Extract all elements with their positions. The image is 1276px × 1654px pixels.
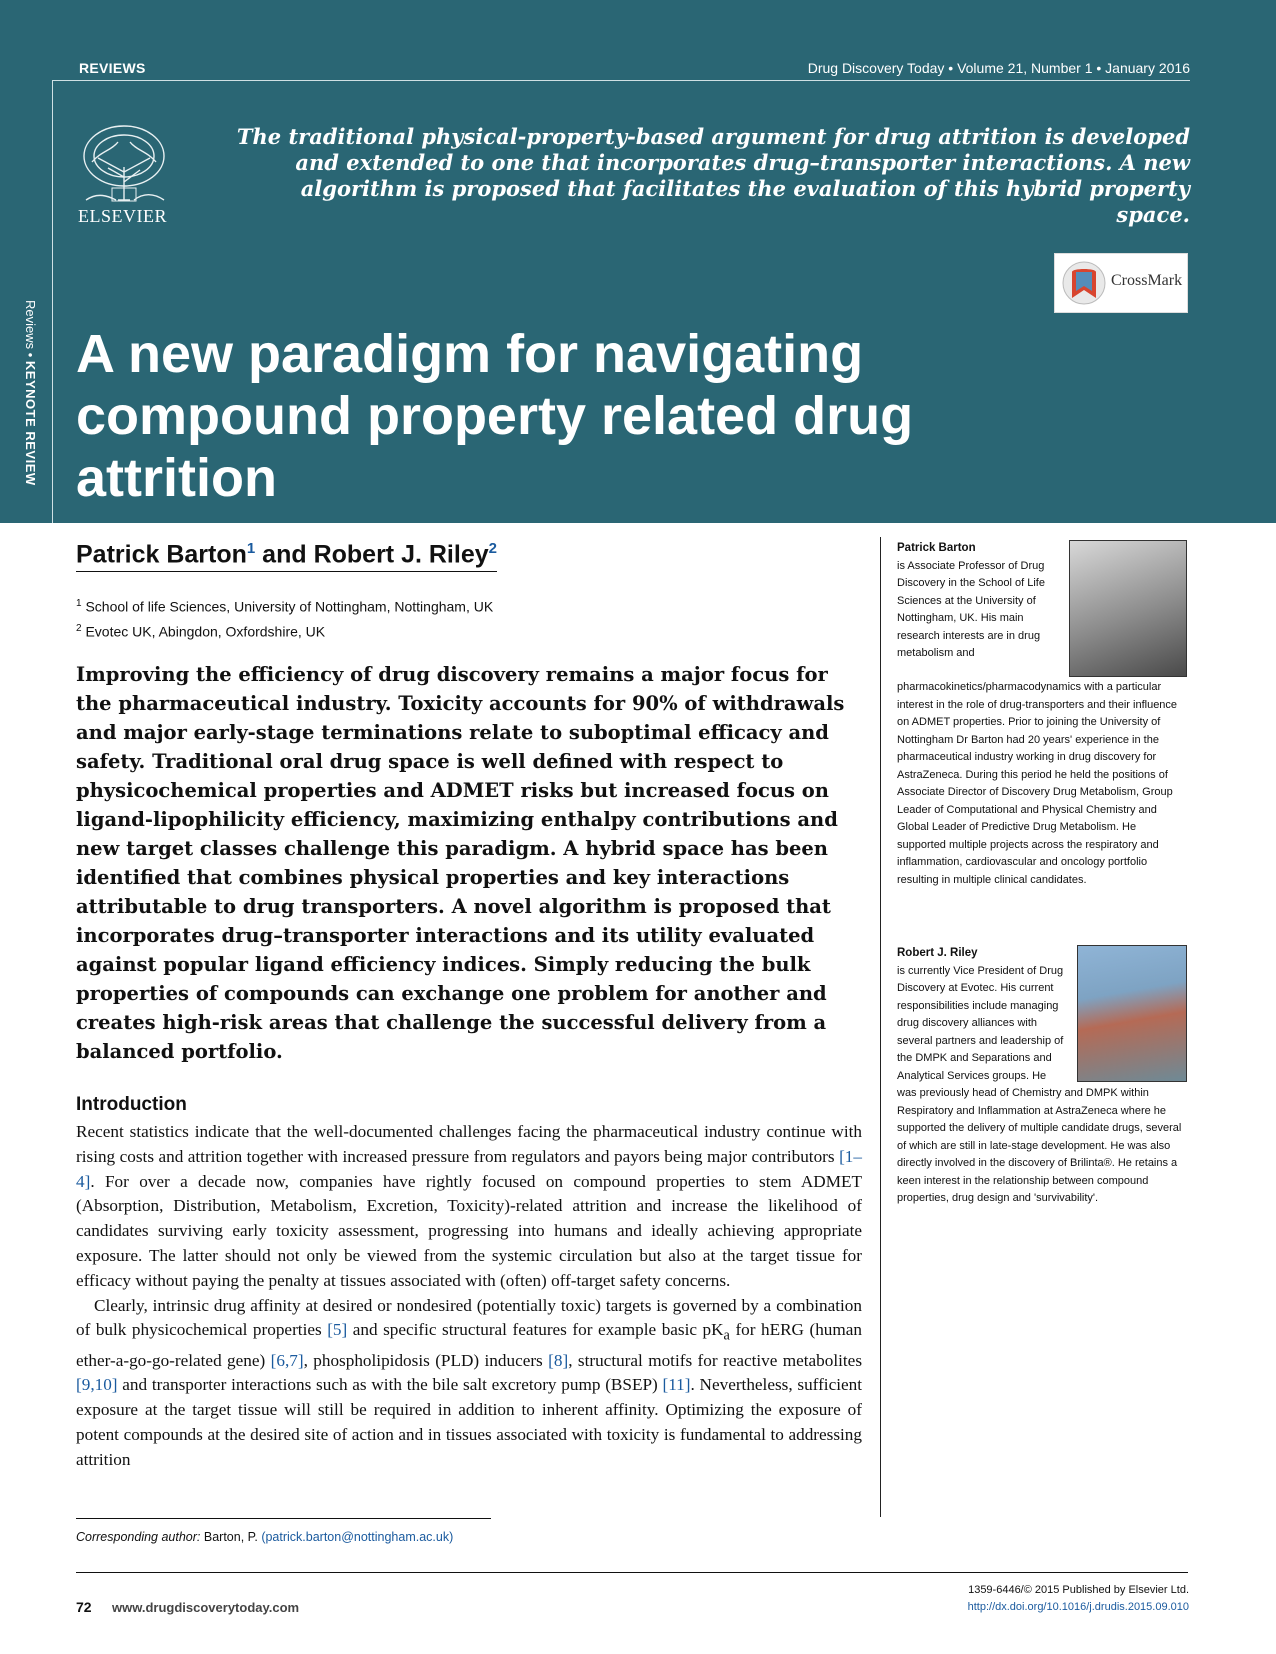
text-run: Clearly, intrinsic drug affinity at desired or nondesired (potentially toxic) targets is governed by a combination of bulk physicochemical properties <box>76 1295 862 1340</box>
crossmark-label: CrossMark <box>1111 272 1183 289</box>
footnote-rule <box>76 1518 491 1519</box>
affiliation-text: Evotec UK, Abingdon, Oxfordshire, UK <box>85 623 326 640</box>
author-bio <box>897 945 1187 1208</box>
side-label-keynote: KEYNOTE REVIEW <box>23 360 38 486</box>
text-run: and specific structural features for example basic pK <box>347 1320 724 1340</box>
author-photo <box>1069 540 1187 677</box>
copyright-line: 1359-6446/© 2015 Published by Elsevier Ltd. <box>968 1584 1189 1596</box>
author-line <box>76 540 497 572</box>
citation-link[interactable]: [1–4] <box>76 1146 862 1191</box>
rights-block <box>968 1582 1189 1616</box>
corr-name: Barton, P. <box>200 1530 262 1544</box>
teaser-statement: The traditional physical-property-based argument for drug attrition is developed and extended to one that incorporates drug–transporter interactions. A new algorithm is proposed that facilitates the evaluation of this hybrid property space. <box>236 124 1190 227</box>
author-join: and <box>255 540 314 569</box>
journal-website-link[interactable]: www.drugdiscoverytoday.com <box>112 1600 300 1615</box>
column-divider <box>880 537 881 1517</box>
citation-link[interactable]: [6,7] <box>270 1350 304 1370</box>
citation-link[interactable]: [8] <box>548 1350 569 1370</box>
affiliation-text: School of life Sciences, University of Nottingham, Nottingham, UK <box>85 598 494 615</box>
author-sup: 2 <box>488 540 497 557</box>
corr-label: Corresponding author: <box>76 1530 201 1544</box>
author-photo <box>1077 945 1187 1082</box>
footer-rule <box>76 1572 1188 1573</box>
citation-link[interactable]: [5] <box>327 1320 348 1340</box>
author-bio <box>897 540 1187 889</box>
citation-link[interactable]: [9,10] <box>76 1375 118 1395</box>
text-run: for hERG (human ether-a-go-go-related gene) <box>76 1320 862 1370</box>
bio-text: is Associate Professor of Drug Discovery in the School of Life Sciences at the University of Nottingham, UK. His main research interests are in drug metabolism and pharmacokinetics/pharmacodynamics with a particular interest in the role of drug-transporters and their influence on ADMET properties. Prior to joining the University of Nottingham Dr Barton had 20 years' experience in the pharmaceutical industry working in drug discovery for AstraZeneca. During this period he held the positions of Associate Director of Discovery Drug Metabolism, Group Leader of Computational and Physical Chemistry and Global Leader of Predictive Drug Metabolism. He supported multiple projects across the respiratory and inflammation, cardiovascular and oncology portfolio resulting in multiple clinical candidates. <box>897 559 1178 886</box>
page-number: 72 <box>76 1599 92 1615</box>
affiliations <box>76 593 493 642</box>
publisher-logo-text: ELSEVIER <box>78 206 167 226</box>
frame-line <box>52 80 1190 81</box>
crossmark-button[interactable] <box>1054 253 1188 313</box>
citation-link[interactable]: [11] <box>662 1375 691 1395</box>
text-run: Recent statistics indicate that the well-documented challenges facing the pharmaceutical industry continue with rising costs and attrition together with increased pressure from regulators and payors being major contributors <box>76 1122 862 1166</box>
affiliation-sup: 2 <box>76 622 82 634</box>
bio-name: Patrick Barton <box>897 542 976 554</box>
text-run: . Nevertheless, sufficient exposure at the target tissue will still be required in addition to inherent affinity. Optimizing the exposure of potent compounds at the desired site of action and in tissues associated with toxicity is fundamental to addressing attrition <box>76 1375 862 1469</box>
journal-citation: Drug Discovery Today • Volume 21, Number 1 • January 2016 <box>807 60 1190 76</box>
frame-line <box>52 80 53 523</box>
section-heading: Introduction <box>76 1094 187 1115</box>
corresponding-author <box>76 1530 453 1544</box>
text-run: and transporter interactions such as with the bile salt excretory pump (BSEP) <box>117 1375 663 1395</box>
crossmark-icon <box>1061 260 1107 306</box>
paragraph <box>76 1294 862 1473</box>
author-name: Patrick Barton <box>76 540 247 569</box>
section-label: REVIEWS <box>79 60 146 76</box>
affiliation <box>76 618 493 643</box>
body-text <box>76 1120 862 1473</box>
author-name: Robert J. Riley <box>313 540 489 569</box>
doi-link[interactable]: http://dx.doi.org/10.1016/j.drudis.2015.09.010 <box>967 1601 1189 1613</box>
affiliation <box>76 593 493 618</box>
text-run: , phospholipidosis (PLD) inducers <box>303 1350 549 1370</box>
affiliation-sup: 1 <box>76 598 82 609</box>
text-run: . For over a decade now, companies have rightly focused on compound properties to stem ADMET (Absorption, Distribution, Metabolism, Excretion, Toxicity)-related attrition and increase the likelihood of candidates surviving early toxicity assessment, progressing into humans and ideally achieving appropriate exposure. The latter should not only be viewed from the systemic circulation but also at the target tissue for efficacy without paying the penalty at tissues associated with (often) off-target safety concerns. <box>76 1171 862 1290</box>
subscript: a <box>723 1327 730 1344</box>
bio-name: Robert J. Riley <box>897 947 978 959</box>
paragraph <box>76 1120 862 1294</box>
text-run: , structural motifs for reactive metabolites <box>568 1350 863 1370</box>
corr-email-link[interactable]: (patrick.barton@nottingham.ac.uk) <box>261 1530 454 1544</box>
side-label-prefix: Reviews • <box>23 300 38 361</box>
bio-text: is currently Vice President of Drug Discovery at Evotec. His current responsibilities include managing drug discovery alliances with several partners and leadership of the DMPK and Separations and Analytical Services groups. He was previously head of Chemistry and DMPK within Respiratory and Inflammation at AstraZeneca where he supported the delivery of multiple candidate drugs, several of which are still in late-stage development. He was also directly involved in the discovery of Brilinta®. He retains a keen interest in the relationship between compound properties, drug design and 'survivability'. <box>897 964 1182 1204</box>
article-title: A new paradigm for navigating compound property related drug attrition <box>76 324 914 508</box>
abstract: Improving the efficiency of drug discovery remains a major focus for the pharmaceutical industry. Toxicity accounts for 90% of withdrawals and major early-stage terminations relate to suboptimal efficacy and safety. Traditional oral drug space is well defined with respect to physicochemical properties and ADMET risks but increased focus on ligand-lipophilicity efficiency, maximizing enthalpy contributions and new target classes challenge this paradigm. A hybrid space has been identified that combines physical properties and key interactions attributable to drug transporters. A novel algorithm is proposed that incorporates drug–transporter interactions and its utility evaluated against popular ligand efficiency indices. Simply reducing the bulk properties of compounds can exchange one problem for another and creates high-risk areas that challenge the successful delivery from a balanced portfolio. <box>76 663 845 1063</box>
side-section-label <box>23 300 38 486</box>
author-sup: 1 <box>246 540 256 557</box>
